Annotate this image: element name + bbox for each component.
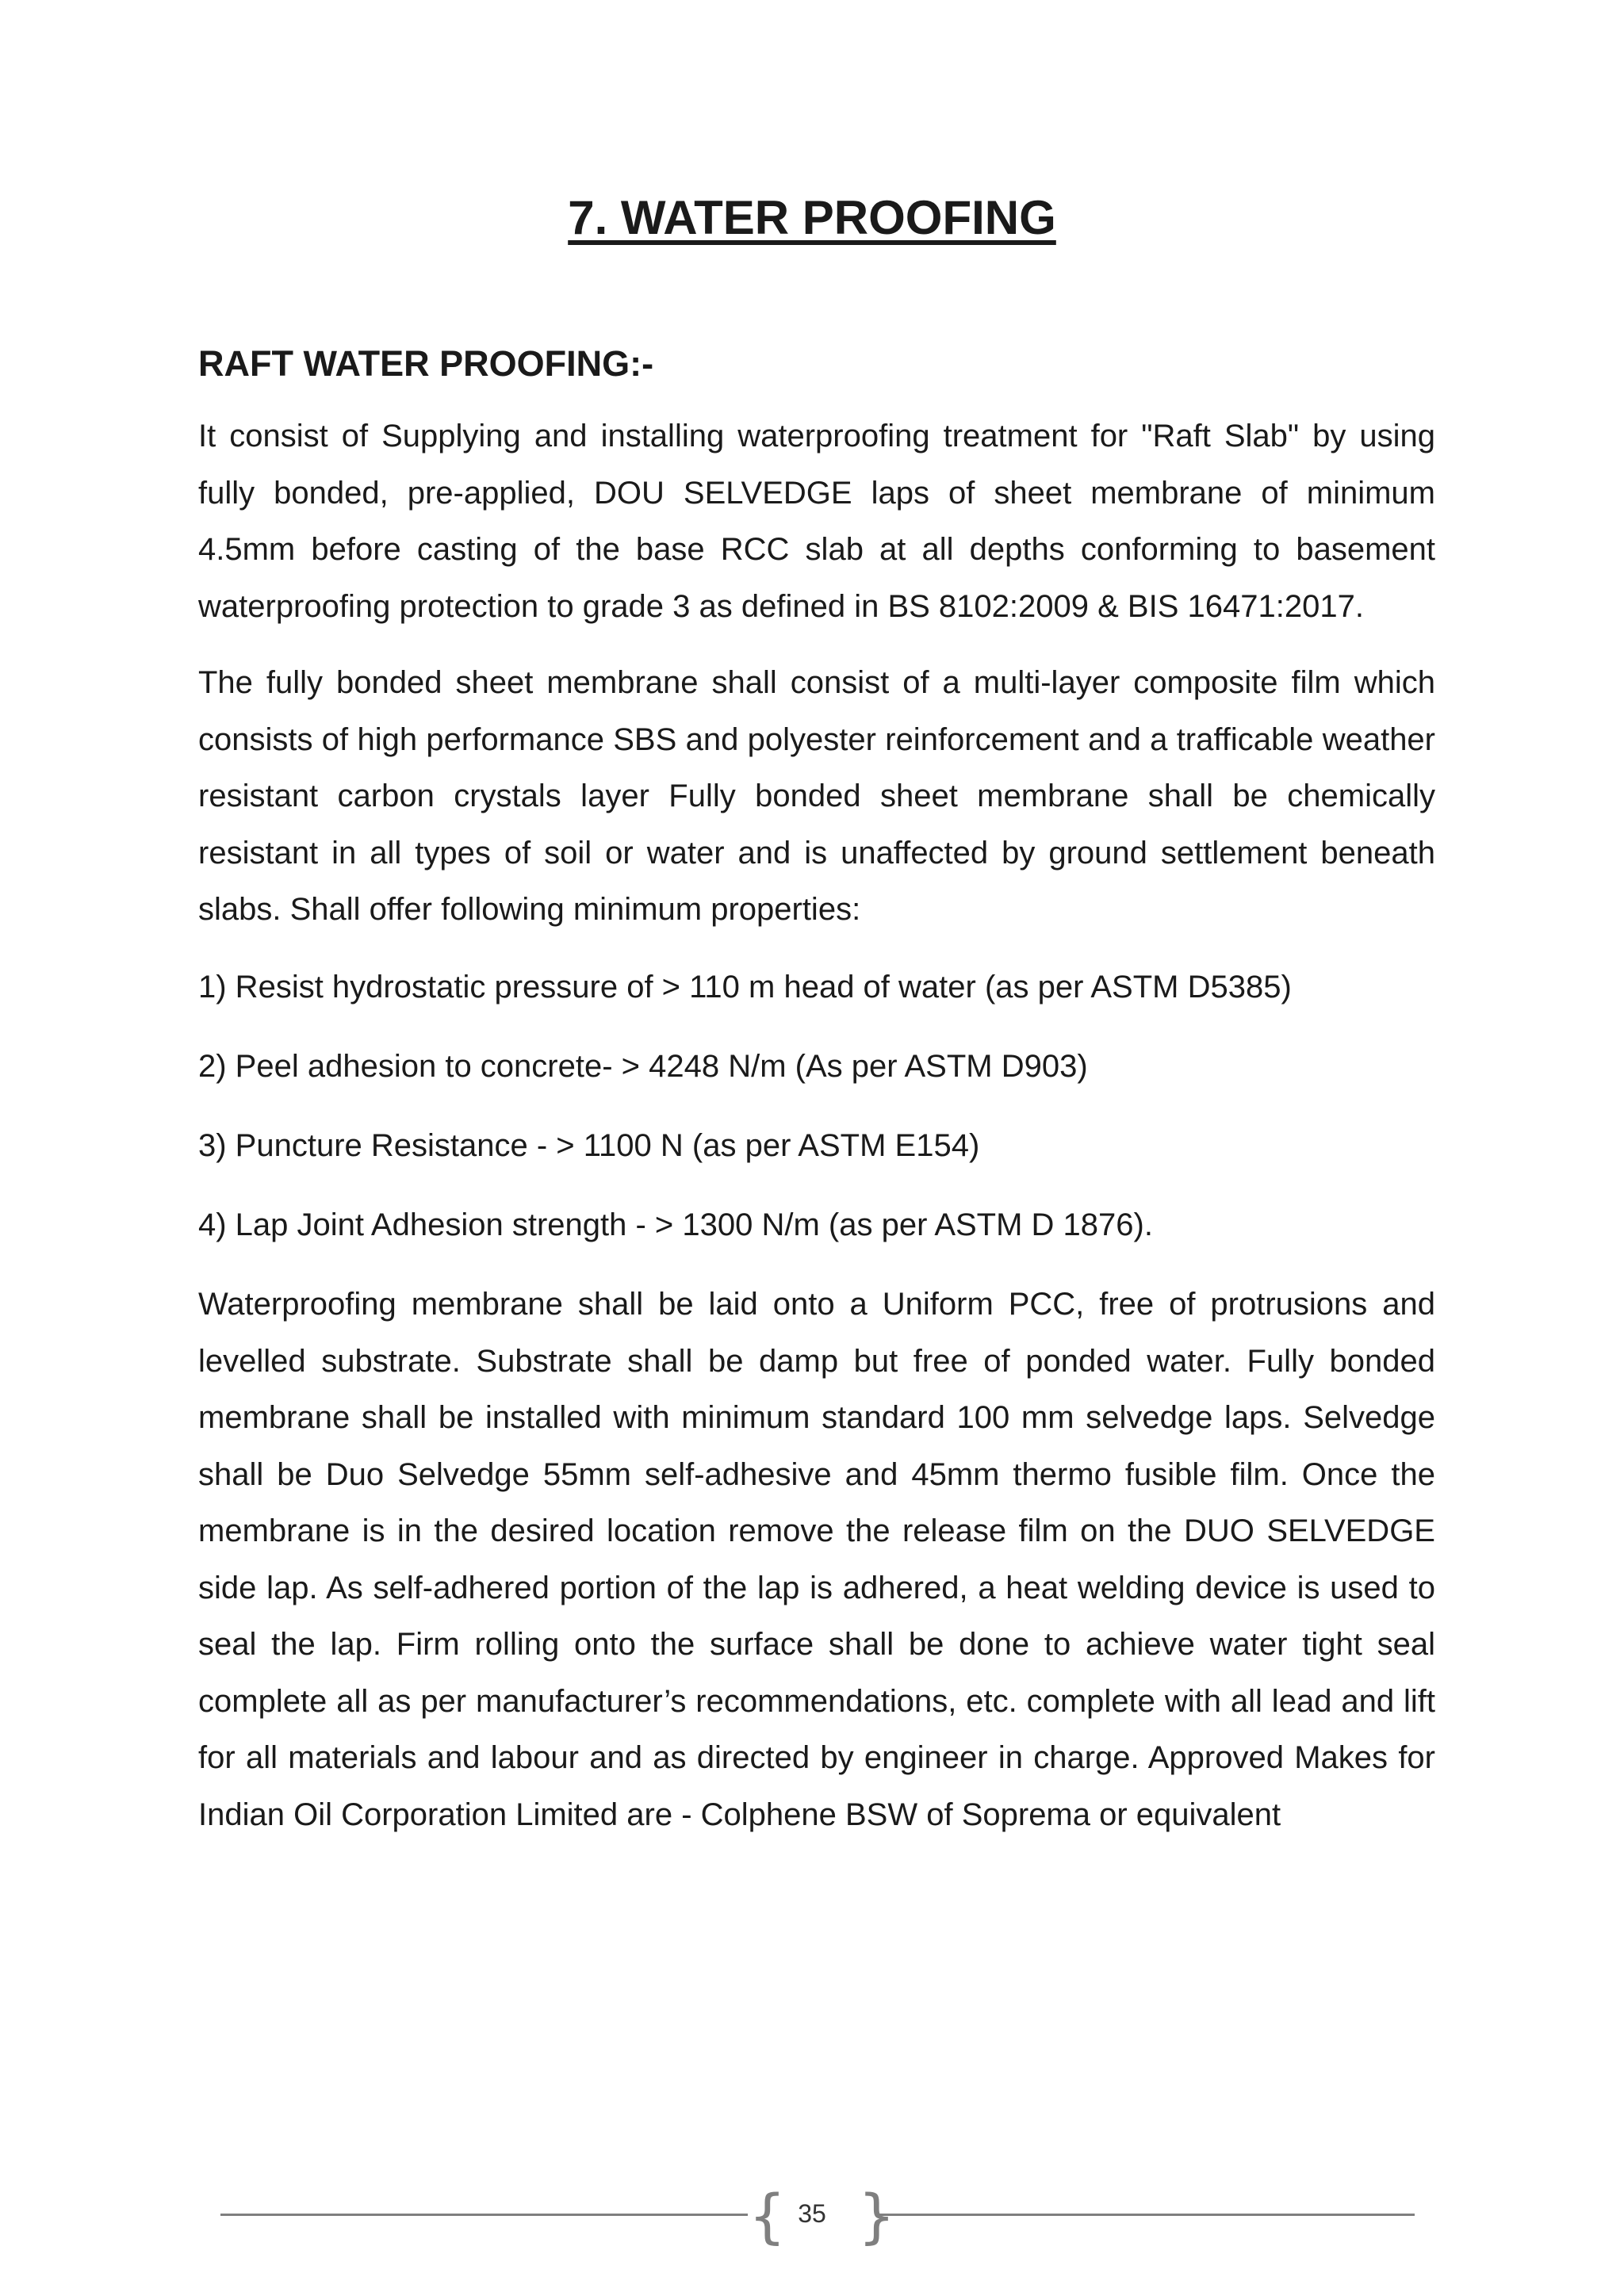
- footer-bracket-left: {: [749, 2183, 787, 2251]
- property-item: 4) Lap Joint Adhesion strength - > 1300 N/m (as per ASTM D 1876).: [198, 1207, 1153, 1242]
- footer-bracket-right: }: [858, 2183, 896, 2251]
- section-heading: RAFT WATER PROOFING:-: [198, 343, 654, 384]
- property-item: 1) Resist hydrostatic pressure of > 110 m head of water (as per ASTM D5385): [198, 970, 1292, 1004]
- installation-paragraph: Waterproofing membrane shall be laid onto a Uniform PCC, free of protrusions and levelled substrate. Substrate shall be damp but free of ponded water. Fully bonded membrane shall be installed with minimum standard 100 mm selvedge laps. Selvedge shall be Duo Selvedge 55mm self-adhesive and 45mm thermo fusible film. Once the membrane is in the desired location remove the release film on the DUO SELVEDGE side lap. As self-adhered portion of the lap is adhered, a heat welding device is used to seal the lap. Firm rolling onto the surface shall be done to achieve water tight seal complete all as per manufacturer’s recommendations, etc. complete with all lead and lift for all materials and labour and as directed by engineer in charge. Approved Makes for Indian Oil Corporation Limited are - Colphene BSW of Soprema or equivalent: [198, 1287, 1435, 1832]
- membrane-paragraph: The fully bonded sheet membrane shall consist of a multi-layer composite film which consists of high performance SBS and polyester reinforcement and a trafficable weather resistant carbon crystals layer Fully bonded sheet membrane shall be chemically resistant in all types of soil or water and is unaffected by ground settlement beneath slabs. Shall offer following minimum properties:: [198, 665, 1435, 927]
- page-title: 7. WATER PROOFING: [568, 191, 1056, 244]
- property-item: 3) Puncture Resistance - > 1100 N (as per ASTM E154): [198, 1128, 980, 1163]
- intro-paragraph: It consist of Supplying and installing waterproofing treatment for "Raft Slab" by using fully bonded, pre-applied, DOU SELVEDGE laps of sheet membrane of minimum 4.5mm before casting of the base RCC slab at all depths conforming to basement waterproofing protection to grade 3 as defined in BS 8102:2009 & BIS 16471:2017.: [198, 419, 1435, 624]
- page-number: 35: [798, 2199, 826, 2228]
- property-item: 2) Peel adhesion to concrete- > 4248 N/m (As per ASTM D903): [198, 1049, 1088, 1084]
